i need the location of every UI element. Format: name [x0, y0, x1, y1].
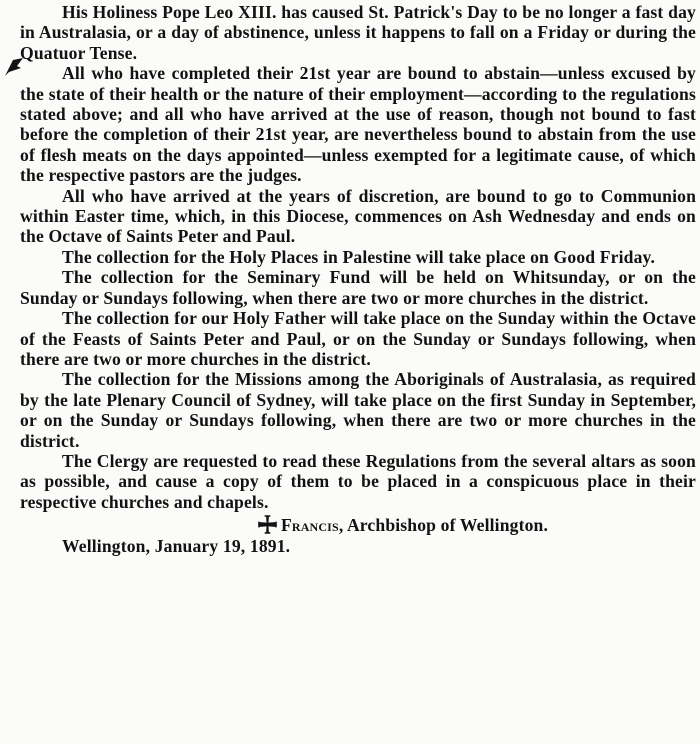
article-column	[20, 2, 696, 556]
paragraph-seminary-fund-collection: The collection for the Seminary Fund will be held on Whitsunday, or on the Sunday or Sundays following, when there are two or more churches in the district.	[20, 267, 696, 308]
maltese-cross-icon	[258, 515, 277, 534]
paragraph-st-patricks-day: His Holiness Pope Leo XIII. has caused St. Patrick's Day to be no longer a fast day in Australasia, or a day of abstinence, unless it happens to fall on a Friday or during the Quatuor Tense.	[20, 2, 696, 63]
paragraph-holy-places-collection: The collection for the Holy Places in Palestine will take place on Good Friday.	[62, 246, 656, 267]
paragraph-missions-collection: The collection for the Missions among the Aboriginals of Australasia, as required by the late Plenary Council of Sydney, will take place on the first Sunday in September, or on the Sunday or Sundays following, when there are two or more churches in the district.	[20, 369, 696, 451]
dateline: Wellington, January 19, 1891.	[62, 535, 291, 556]
paragraph-easter-communion: All who have arrived at the years of discretion, are bound to go to Communion within Easter time, which, in this Diocese, commences on Ash Wednesday and ends on the Octave of Saints Peter and Paul.	[20, 185, 696, 247]
signatory-title: , Archbishop of Wellington.	[338, 515, 549, 536]
signature-line	[20, 515, 696, 535]
paragraph-clergy-request: The Clergy are requested to read these Regulations from the several altars as soon as possible, and cause a copy of them to be placed in a conspicuous place in their respective churches and chapels.	[20, 450, 696, 512]
signatory-name: Francis	[281, 515, 339, 536]
paragraph-abstinence: All who have completed their 21st year are bound to abstain—unless excused by the state of their health or the nature of their employment—according to the regulations stated above; and all who have arrived at the use of reason, though not bound to fast before the completion of their 21st year, are nevertheless bound to abstain from the use of flesh meats on the days appointed—unless exempted for a legitimate cause, of which the respective pastors are the judges.	[20, 63, 696, 186]
paragraph-holy-father-collection: The collection for our Holy Father will take place on the Sunday within the Octave of the Feasts of Saints Peter and Paul, or on the Sunday or Sundays following, when there are two or more churches in the district.	[20, 308, 696, 369]
